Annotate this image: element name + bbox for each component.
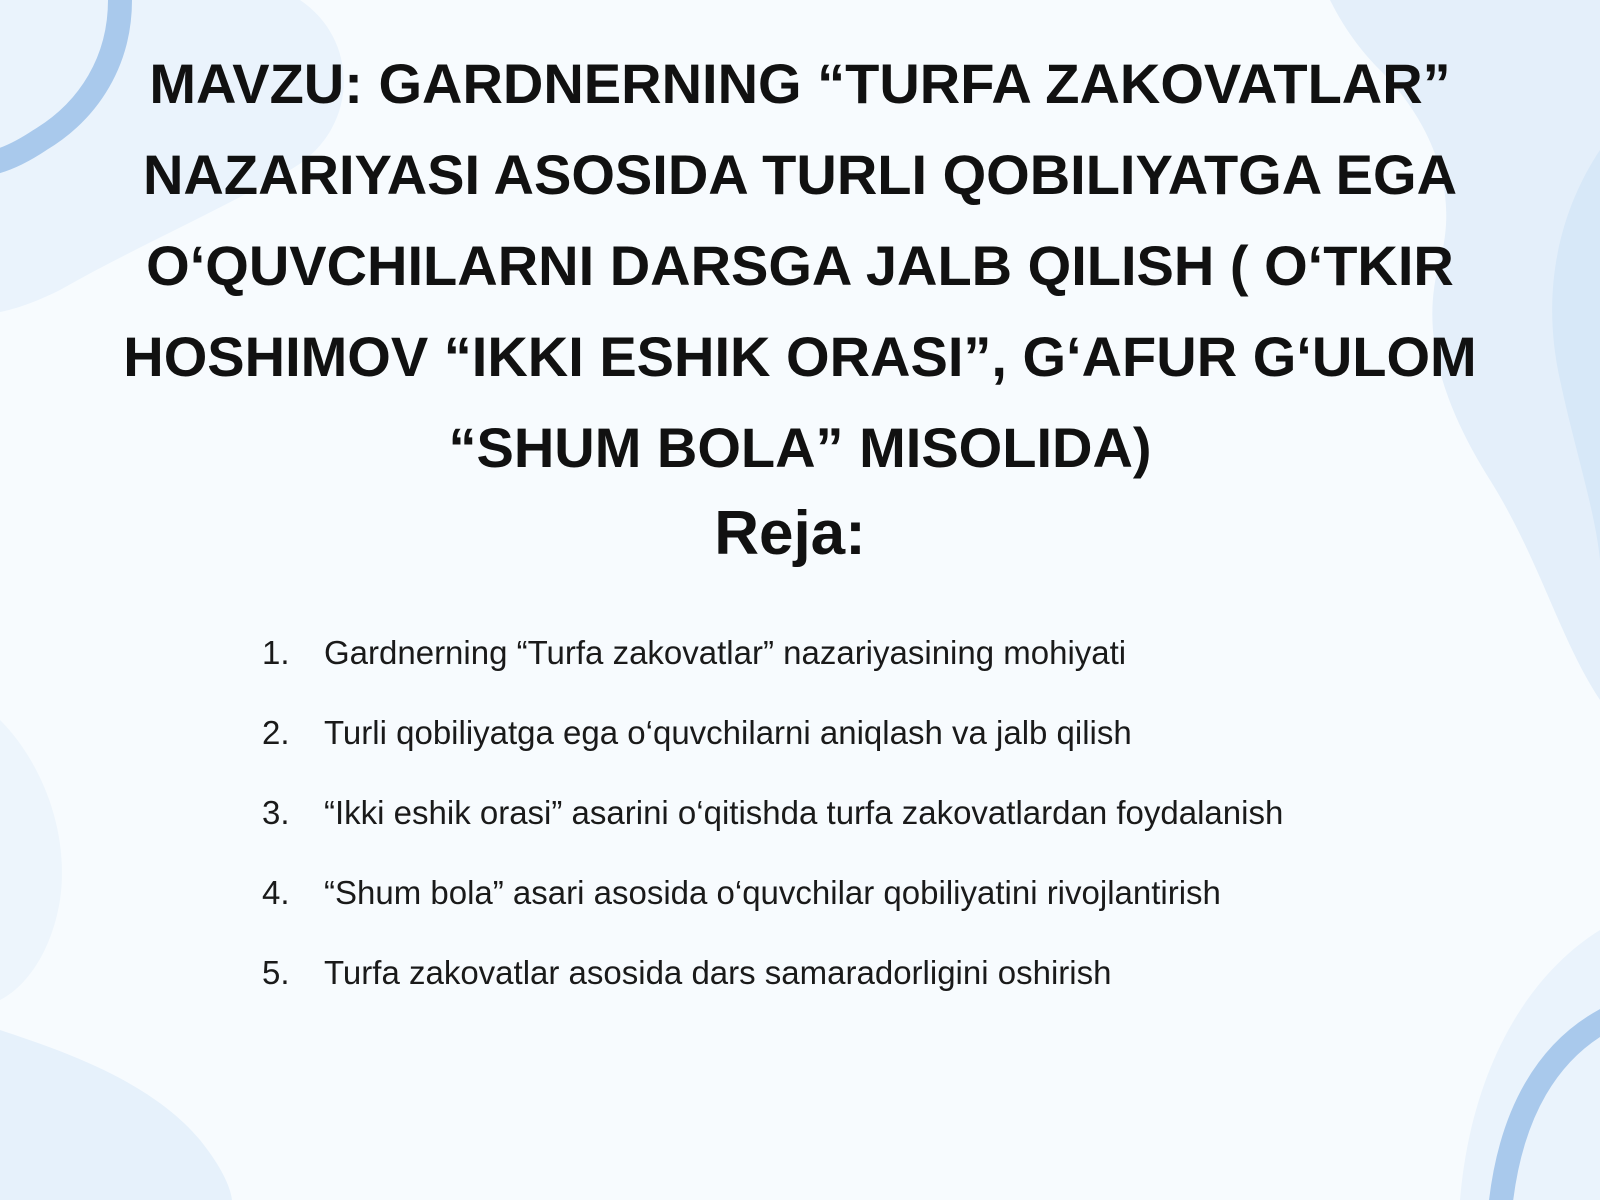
plan-item-number: 1. (262, 634, 290, 671)
plan-item-4 (262, 873, 1522, 953)
plan-item-2 (262, 713, 1522, 793)
plan-item-text: Gardnerning “Turfa zakovatlar” nazariyasining mohiyati (324, 634, 1127, 671)
plan-item-5 (262, 953, 1522, 1033)
plan-item-text: Turfa zakovatlar asosida dars samaradorligini oshirish (324, 954, 1112, 991)
plan-list (262, 633, 1522, 1033)
plan-item-text: Turli qobiliyatga ega o‘quvchilarni aniqlash va jalb qilish (324, 714, 1132, 751)
plan-item-text: “Shum bola” asari asosida o‘quvchilar qobiliyatini rivojlantirish (324, 874, 1221, 911)
plan-item-number: 2. (262, 714, 290, 751)
plan-item-3 (262, 793, 1522, 873)
plan-item-number: 3. (262, 794, 290, 831)
plan-item-text: “Ikki eshik orasi” asarini o‘qitishda turfa zakovatlardan foydalanish (324, 794, 1284, 831)
plan-item-1 (262, 633, 1522, 713)
slide-title: MAVZU: GARDNERNING “TURFA ZAKOVATLAR” NAZARIYASI ASOSIDA TURLI QOBILIYATGA EGA O‘QUVCHILARNI DARSGA JALB QILISH ( O‘TKIR HOSHIMOV “IKKI ESHIK ORASI”, G‘AFUR G‘ULOM “SHUM BOLA” MISOLIDA) (123, 52, 1477, 479)
plan-item-number: 4. (262, 874, 290, 911)
plan-item-number: 5. (262, 954, 290, 991)
plan-heading: Reja: (714, 499, 866, 568)
